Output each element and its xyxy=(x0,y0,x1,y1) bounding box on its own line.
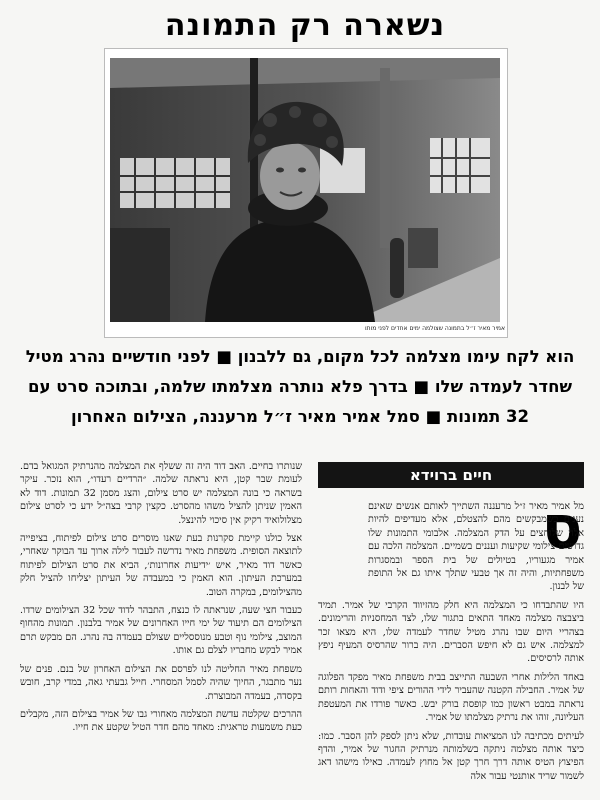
article-column-left xyxy=(20,460,302,800)
drop-cap: ס xyxy=(541,493,583,563)
paragraph: שנותרו בחיים. האב דוד היה זה ששלף את המצלמה מהנרתיק המגואל בדם. לעומת שבר קטן, היא נראתה שלמה. ״הרדיים רעדו״, הוא נזכר. עיקר בשראה כי בונה המצלמה יש סרט צילום, והצג מסמן 32 תמונות. דוד לא האמין שניתן להציל משהו מהסרט. כקצין קרבי בצה״ל ידע כי לסרט צילום מצלולואיד רקיק אין סיכוי להינצל. xyxy=(20,461,302,526)
soldier-photo xyxy=(110,58,500,322)
article-lede: הוא לקח עימו מצלמה לכל מקום, גם ללבנון ■ לפני חודשיים נהרג מטיל שחדר לעמדה שלו ■ בדרך פלא נותרה מצלמתו שלמה, ובתוכה סרט עם 32 תמונות ■ סמל אמיר מאיר ז״ל מרעננה, הצילום האחרון xyxy=(25,347,575,426)
paragraph: באחד הלילות אחרי השבעה התייצב בבית משפחת מאיר מפקד הפלוגה של אמיר. החבילה הקטנה שהעביר לידי ההורים ציפי ודוד והאחות רותם נראתה במבט ראשון כמו קופסת בורק יבש. כאשר פורדו את המעטפת העליונה, זוהו את נרתיק מצלמתו של אמיר. xyxy=(318,671,584,724)
paragraph: משפחת מאיר החליטה לנו לפרסם את הצילום האחרון של בנם. פנים של נער מתבגר, החיוך שהיה לסמל המסחרי. חייל גבעתי גאה, במדי קרב, חובש בקסדה, בעמדה המבוצרת. xyxy=(20,663,302,702)
article-headline: נשארה רק התמונה xyxy=(164,8,446,43)
paragraph: אצל כולנו קיימת סקרנות בעת שאנו מוסרים סרט צילום לפיתוח, בציפייה לתוצאה הסופית. משפחת מאיר נדרשה לעבור לילה ארוך עד הבוקר שאחרי, כאשר דוד מאיר, איש ׳ידיעות אחרונות׳, הביא את סרט הצילום לפיתוח במערכת העיתון. הוא האמין כי במעבדה של העיתון יצליחו להציל חלק מהצילומים, במקרה הטוב. xyxy=(20,533,302,598)
paragraph: כעבור חצי שעה, שנראתה לו כנצח, התבהר לדוד שכל 32 הצילומים שרדו. הצילומים הם תיעוד של ימי חייו האחרונים של אמיר בלבנון. תמונות מהחוף המוצב, צילומי נוף וטבע מנוססליים שצולם בעמדה בה נהרג. הם מבקש תרם אמיר לבקש מחבריו לצלם גם אותו. xyxy=(20,605,302,657)
paragraph: היו שהתבדחו כי המצלמה היא חלק מהזיווד הקרבי של אמיר. תמיד ביצבצה מצלמה מאחד התאים בתגור שלו, לצד המחסניות והרימונים. בצהריי היום שבו נהרג מטיל שחדר לעמדה שלו, היא מצאו זכר למצלמה. איש גם לא חיפש הסברים. היה ברור שהרסיס המעיף ניפץ אותה לרסיסים. xyxy=(318,599,584,665)
soldier-photo-illustration xyxy=(110,58,500,322)
photo-caption: אמיר מאיר ז״ל בתמונה שצולמה ימים אחדים לפני מותו xyxy=(365,325,505,332)
byline: חיים ברוידא xyxy=(318,462,584,488)
paragraph: ההרכים שקלטה עדשת המצלמה מאחורי גבו של אמיר בצילום הזה, מקבלים כעת משמעות טראגית: מאחד מהם חדר הטיל שקטע את חייו. xyxy=(20,708,302,734)
article-column-right xyxy=(318,493,584,800)
paragraph: לעיתים מכתיבה לנו המציאות עובדות, שלא ניתן לספק להן הסבר. כמו: כיצד אותה מצלמה ניתקה בשלמותה מנרתיק החגור של אמיר, והדף הפיצוץ הטיס אותה דרך חרך קטן אל מחוץ לעמדה. כאילו מישהו דאג לשמור שריד אותנטי עבור אלה xyxy=(318,730,584,782)
paragraph: מל אמיר מאיר ז״ל מרעננה השתייך לאותם אנשים שאינם נענים כשמבקשים מהם להצטלם, אלא מעדיפים להיות אלה שלוחצים על הדק המצלמה. אלבומי התמונות שלו גדושים צילומי שקיעות ועננים בשמיים. המצלמה הלכה עם אמיר מגעוריו, בטיולים של בית הספר ובמסגרות משפחתיות, והיה זה אך טבעי שתלך איתו גם אל התופת של לבנון. xyxy=(368,501,584,593)
